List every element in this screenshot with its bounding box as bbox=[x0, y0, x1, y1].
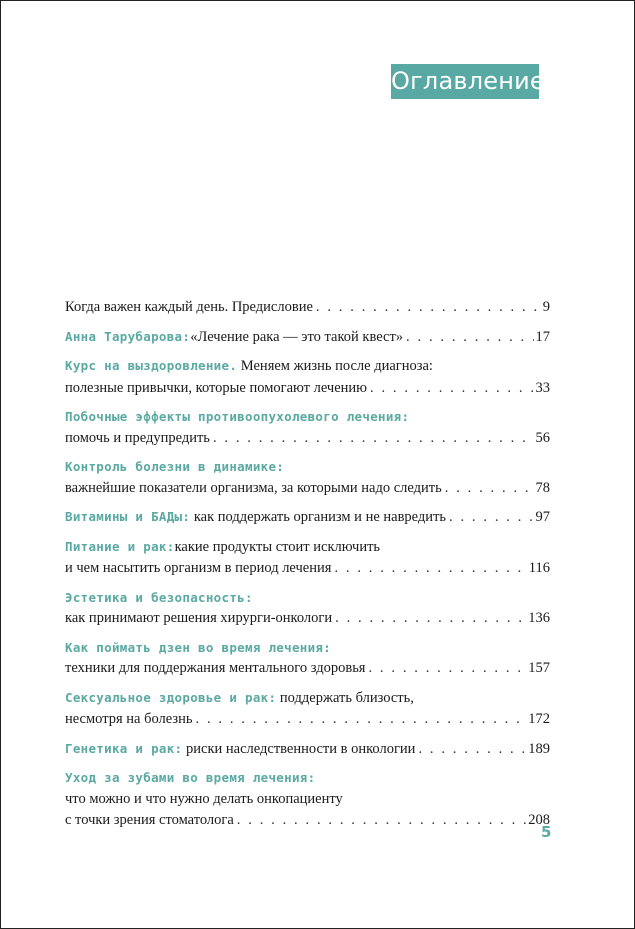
toc-title: Оглавление bbox=[391, 64, 539, 99]
toc-entry-text: поддержать близость, bbox=[276, 689, 414, 706]
toc-page-number: 157 bbox=[528, 660, 550, 676]
toc-section-heading: Анна Тарубарова: bbox=[65, 328, 191, 344]
toc-line bbox=[65, 378, 550, 400]
toc-line bbox=[65, 558, 550, 580]
dot-leader bbox=[406, 327, 533, 349]
toc-page-number: 97 bbox=[535, 509, 550, 525]
toc-line bbox=[65, 506, 550, 529]
toc-line bbox=[65, 456, 550, 478]
toc-entry-text: несмотря на болезнь bbox=[65, 711, 193, 727]
toc-line bbox=[65, 326, 550, 349]
toc-line bbox=[65, 355, 550, 378]
toc-entry[interactable] bbox=[65, 506, 550, 529]
dot-leader bbox=[335, 608, 526, 630]
toc-line bbox=[65, 587, 550, 609]
toc-section-heading: Сексуальное здоровье и рак: bbox=[65, 689, 277, 705]
toc-page-number: 208 bbox=[528, 812, 550, 828]
toc-line bbox=[65, 687, 550, 710]
toc-entry[interactable] bbox=[65, 687, 550, 731]
toc-entry-text: «Лечение рака — это такой квест» bbox=[190, 328, 404, 345]
toc-line bbox=[65, 406, 550, 428]
table-of-contents bbox=[65, 297, 550, 839]
dot-leader bbox=[316, 297, 541, 319]
toc-section-heading: Как поймать дзен во время лечения: bbox=[65, 639, 332, 655]
dot-leader bbox=[237, 810, 526, 832]
toc-line bbox=[65, 738, 550, 761]
toc-section-heading: Контроль болезни в динамике: bbox=[65, 459, 285, 474]
toc-section-heading: Уход за зубами во время лечения: bbox=[65, 770, 316, 785]
toc-entry[interactable] bbox=[65, 587, 550, 630]
toc-page-number: 78 bbox=[535, 479, 550, 496]
dot-leader bbox=[213, 428, 534, 450]
toc-section-heading: Витамины и БАДы: bbox=[65, 509, 191, 524]
toc-section-heading: Генетика и рак: bbox=[65, 740, 183, 756]
toc-section-heading: Эстетика и безопасность: bbox=[65, 589, 253, 605]
toc-entry-text: помочь и предупредить bbox=[65, 429, 210, 446]
toc-line bbox=[65, 658, 550, 680]
toc-entry[interactable] bbox=[65, 406, 550, 449]
toc-line bbox=[65, 637, 550, 659]
toc-entry-text: важнейшие показатели организма, за которыми надо следить bbox=[65, 479, 442, 496]
toc-entry[interactable] bbox=[65, 536, 550, 580]
dot-leader bbox=[449, 507, 533, 529]
toc-page-number: 33 bbox=[535, 379, 550, 396]
toc-page-number: 172 bbox=[528, 711, 550, 727]
toc-entry-text: и чем насытить организм в период лечения bbox=[65, 560, 332, 576]
dot-leader bbox=[370, 378, 533, 400]
toc-page-number: 116 bbox=[528, 560, 550, 576]
toc-line bbox=[65, 767, 550, 789]
toc-entry[interactable] bbox=[65, 326, 550, 349]
dot-leader bbox=[368, 658, 526, 680]
toc-entry-text: как принимают решения хирурги-онкологи bbox=[65, 610, 333, 626]
toc-entry-text: риски наследственности в онкологии bbox=[182, 740, 416, 757]
toc-page-number: 9 bbox=[542, 299, 550, 315]
toc-line bbox=[65, 428, 550, 450]
toc-entry-text: с точки зрения стоматолога bbox=[65, 812, 234, 828]
toc-entry-text: техники для поддержания ментального здоровья bbox=[65, 660, 366, 676]
toc-section-heading: Побочные эффекты противоопухолевого лечения: bbox=[65, 409, 410, 424]
toc-entry-text: Когда важен каждый день. Предисловие bbox=[65, 299, 313, 315]
page-number: 5 bbox=[541, 823, 552, 841]
toc-entry-text: что можно и что нужно делать онкопациенту bbox=[65, 790, 343, 807]
toc-page-number: 56 bbox=[535, 429, 550, 446]
toc-line bbox=[65, 789, 550, 811]
toc-page-number: 17 bbox=[535, 328, 550, 345]
toc-line bbox=[65, 536, 550, 559]
toc-entry[interactable] bbox=[65, 297, 550, 319]
toc-entry-text: какие продукты стоит исключить bbox=[174, 538, 381, 555]
dot-leader bbox=[418, 739, 526, 761]
toc-entry-text: Меняем жизнь после диагноза: bbox=[237, 358, 433, 374]
toc-entry[interactable] bbox=[65, 355, 550, 399]
toc-entry-text: как поддержать организм и не навредить bbox=[190, 509, 447, 525]
toc-line bbox=[65, 709, 550, 731]
toc-entry[interactable] bbox=[65, 767, 550, 832]
toc-page-number: 136 bbox=[528, 610, 550, 626]
toc-entry[interactable] bbox=[65, 637, 550, 680]
toc-entry[interactable] bbox=[65, 456, 550, 499]
toc-line bbox=[65, 297, 550, 319]
toc-entry[interactable] bbox=[65, 738, 550, 761]
toc-page-number: 189 bbox=[528, 740, 550, 757]
dot-leader bbox=[334, 558, 526, 580]
toc-line bbox=[65, 478, 550, 500]
dot-leader bbox=[445, 478, 534, 500]
toc-line bbox=[65, 810, 550, 832]
toc-section-heading: Курс на выздоровление. bbox=[65, 358, 238, 373]
toc-section-heading: Питание и рак: bbox=[65, 538, 175, 554]
dot-leader bbox=[196, 709, 527, 731]
toc-line bbox=[65, 608, 550, 630]
toc-entry-text: полезные привычки, которые помогают лечению bbox=[65, 379, 368, 396]
